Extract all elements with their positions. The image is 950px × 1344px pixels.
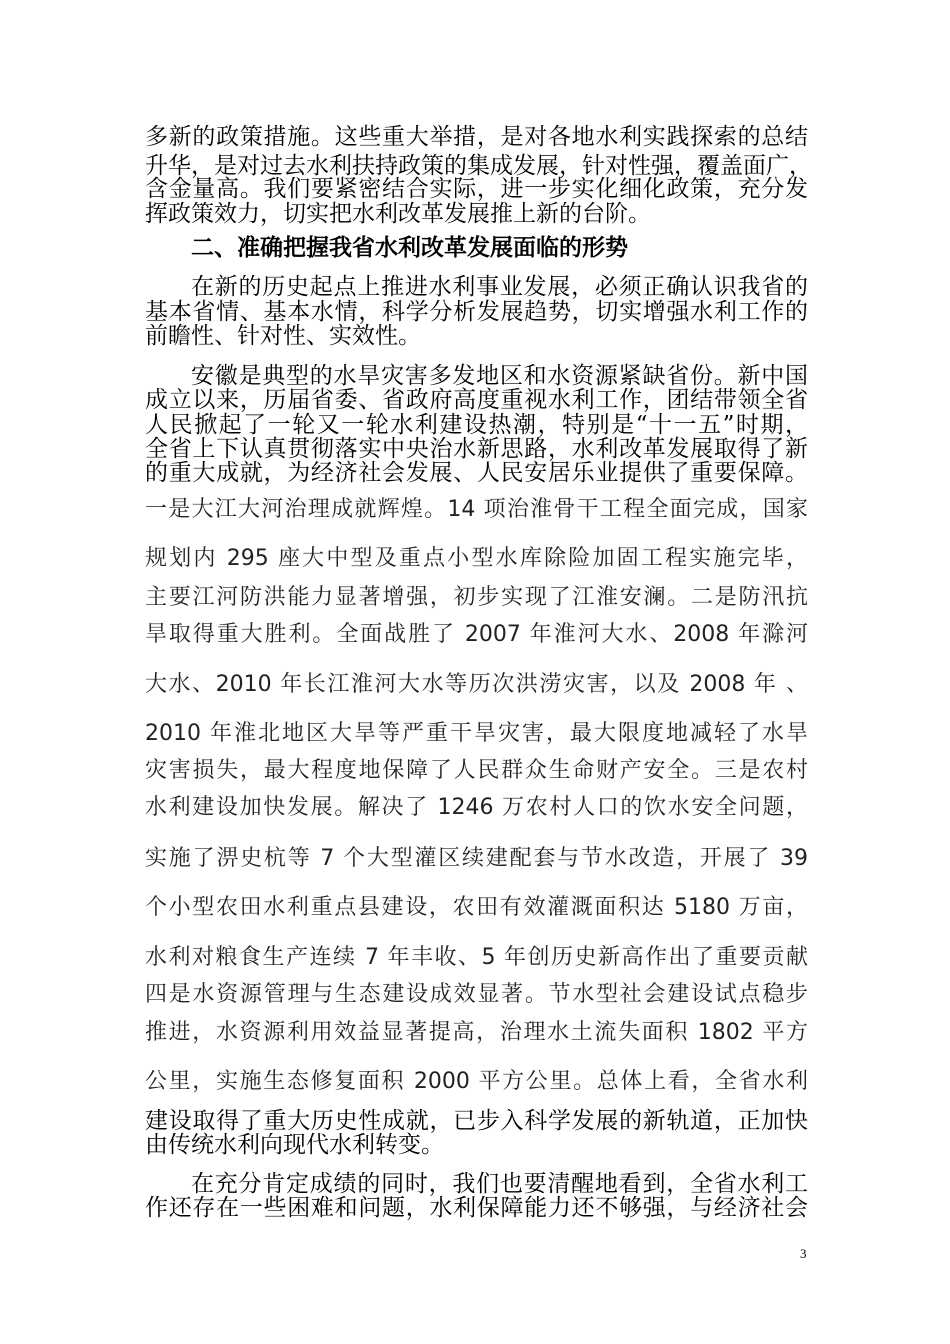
text-line: 四是水资源管理与生态建设成效显著。节水型社会建设试点稳步 xyxy=(145,982,808,1007)
text-line: 人民掀起了一轮又一轮水利建设热潮，特别是“十一五”时期， xyxy=(145,412,808,438)
text-line: 全省上下认真贯彻落实中央治水新思路，水利改革发展取得了新 xyxy=(145,436,808,462)
text-line: 升华，是对过去水利扶持政策的集成发展，针对性强，覆盖面广， xyxy=(145,153,812,179)
text-line: 推进，水资源利用效益显著提高，治理水土流失面积 1802 平方 xyxy=(145,1020,808,1045)
text-line: 的重大成就，为经济社会发展、人民安居乐业提供了重要保障。 xyxy=(145,460,808,486)
text-line: 在充分肯定成绩的同时，我们也要清醒地看到，全省水利工 xyxy=(191,1171,808,1197)
text-line: 公里，实施生态修复面积 2000 平方公里。总体上看，全省水利 xyxy=(145,1069,808,1094)
text-line: 规划内 295 座大中型及重点小型水库除险加固工程实施完毕， xyxy=(145,546,808,571)
text-line: 大水、2010 年长江淮河大水等历次洪涝灾害，以及 2008 年 、 xyxy=(145,672,808,697)
text-line: 建设取得了重大历史性成就，已步入科学发展的新轨道，正加快 xyxy=(145,1108,808,1134)
text-line: 主要江河防洪能力显著增强，初步实现了江淮安澜。二是防汛抗 xyxy=(145,585,808,610)
text-line: 一是大江大河治理成就辉煌。14 项治淮骨干工程全面完成，国家 xyxy=(145,497,808,522)
text-line: 安徽是典型的水旱灾害多发地区和水资源紧缺省份。新中国 xyxy=(191,363,808,389)
text-line: 灾害损失，最大程度地保障了人民群众生命财产安全。三是农村 xyxy=(145,758,808,783)
text-line: 前瞻性、针对性、实效性。 xyxy=(145,323,421,349)
page-number: 3 xyxy=(800,1246,807,1261)
text-line: 含金量高。我们要紧密结合实际，进一步实化细化政策，充分发 xyxy=(145,176,808,202)
text-line: 水利建设加快发展。解决了 1246 万农村人口的饮水安全问题， xyxy=(145,795,808,820)
text-line: 由传统水利向现代水利转变。 xyxy=(145,1132,444,1158)
text-line: 旱取得重大胜利。全面战胜了 2007 年淮河大水、2008 年滁河 xyxy=(145,622,808,647)
text-line: 在新的历史起点上推进水利事业发展，必须正确认识我省的 xyxy=(191,274,808,300)
text-line: 实施了淠史杭等 7 个大型灌区续建配套与节水改造，开展了 39 xyxy=(145,846,808,871)
text-line: 个小型农田水利重点县建设，农田有效灌溉面积达 5180 万亩， xyxy=(145,895,808,920)
section-heading: 二、准确把握我省水利改革发展面临的形势 xyxy=(191,235,628,261)
text-line: 成立以来，历届省委、省政府高度重视水利工作，团结带领全省 xyxy=(145,387,808,413)
text-line: 多新的政策措施。这些重大举措，是对各地水利实践探索的总结 xyxy=(145,124,808,150)
text-line: 挥政策效力，切实把水利改革发展推上新的台阶。 xyxy=(145,201,651,227)
text-line: 水利对粮食生产连续 7 年丰收、5 年创历史新高作出了重要贡献 xyxy=(145,945,808,970)
text-line: 2010 年淮北地区大旱等严重干旱灾害，最大限度地减轻了水旱 xyxy=(145,721,808,746)
text-line: 基本省情、基本水情，科学分析发展趋势，切实增强水利工作的 xyxy=(145,299,808,325)
text-line: 作还存在一些困难和问题，水利保障能力还不够强，与经济社会 xyxy=(145,1195,808,1221)
